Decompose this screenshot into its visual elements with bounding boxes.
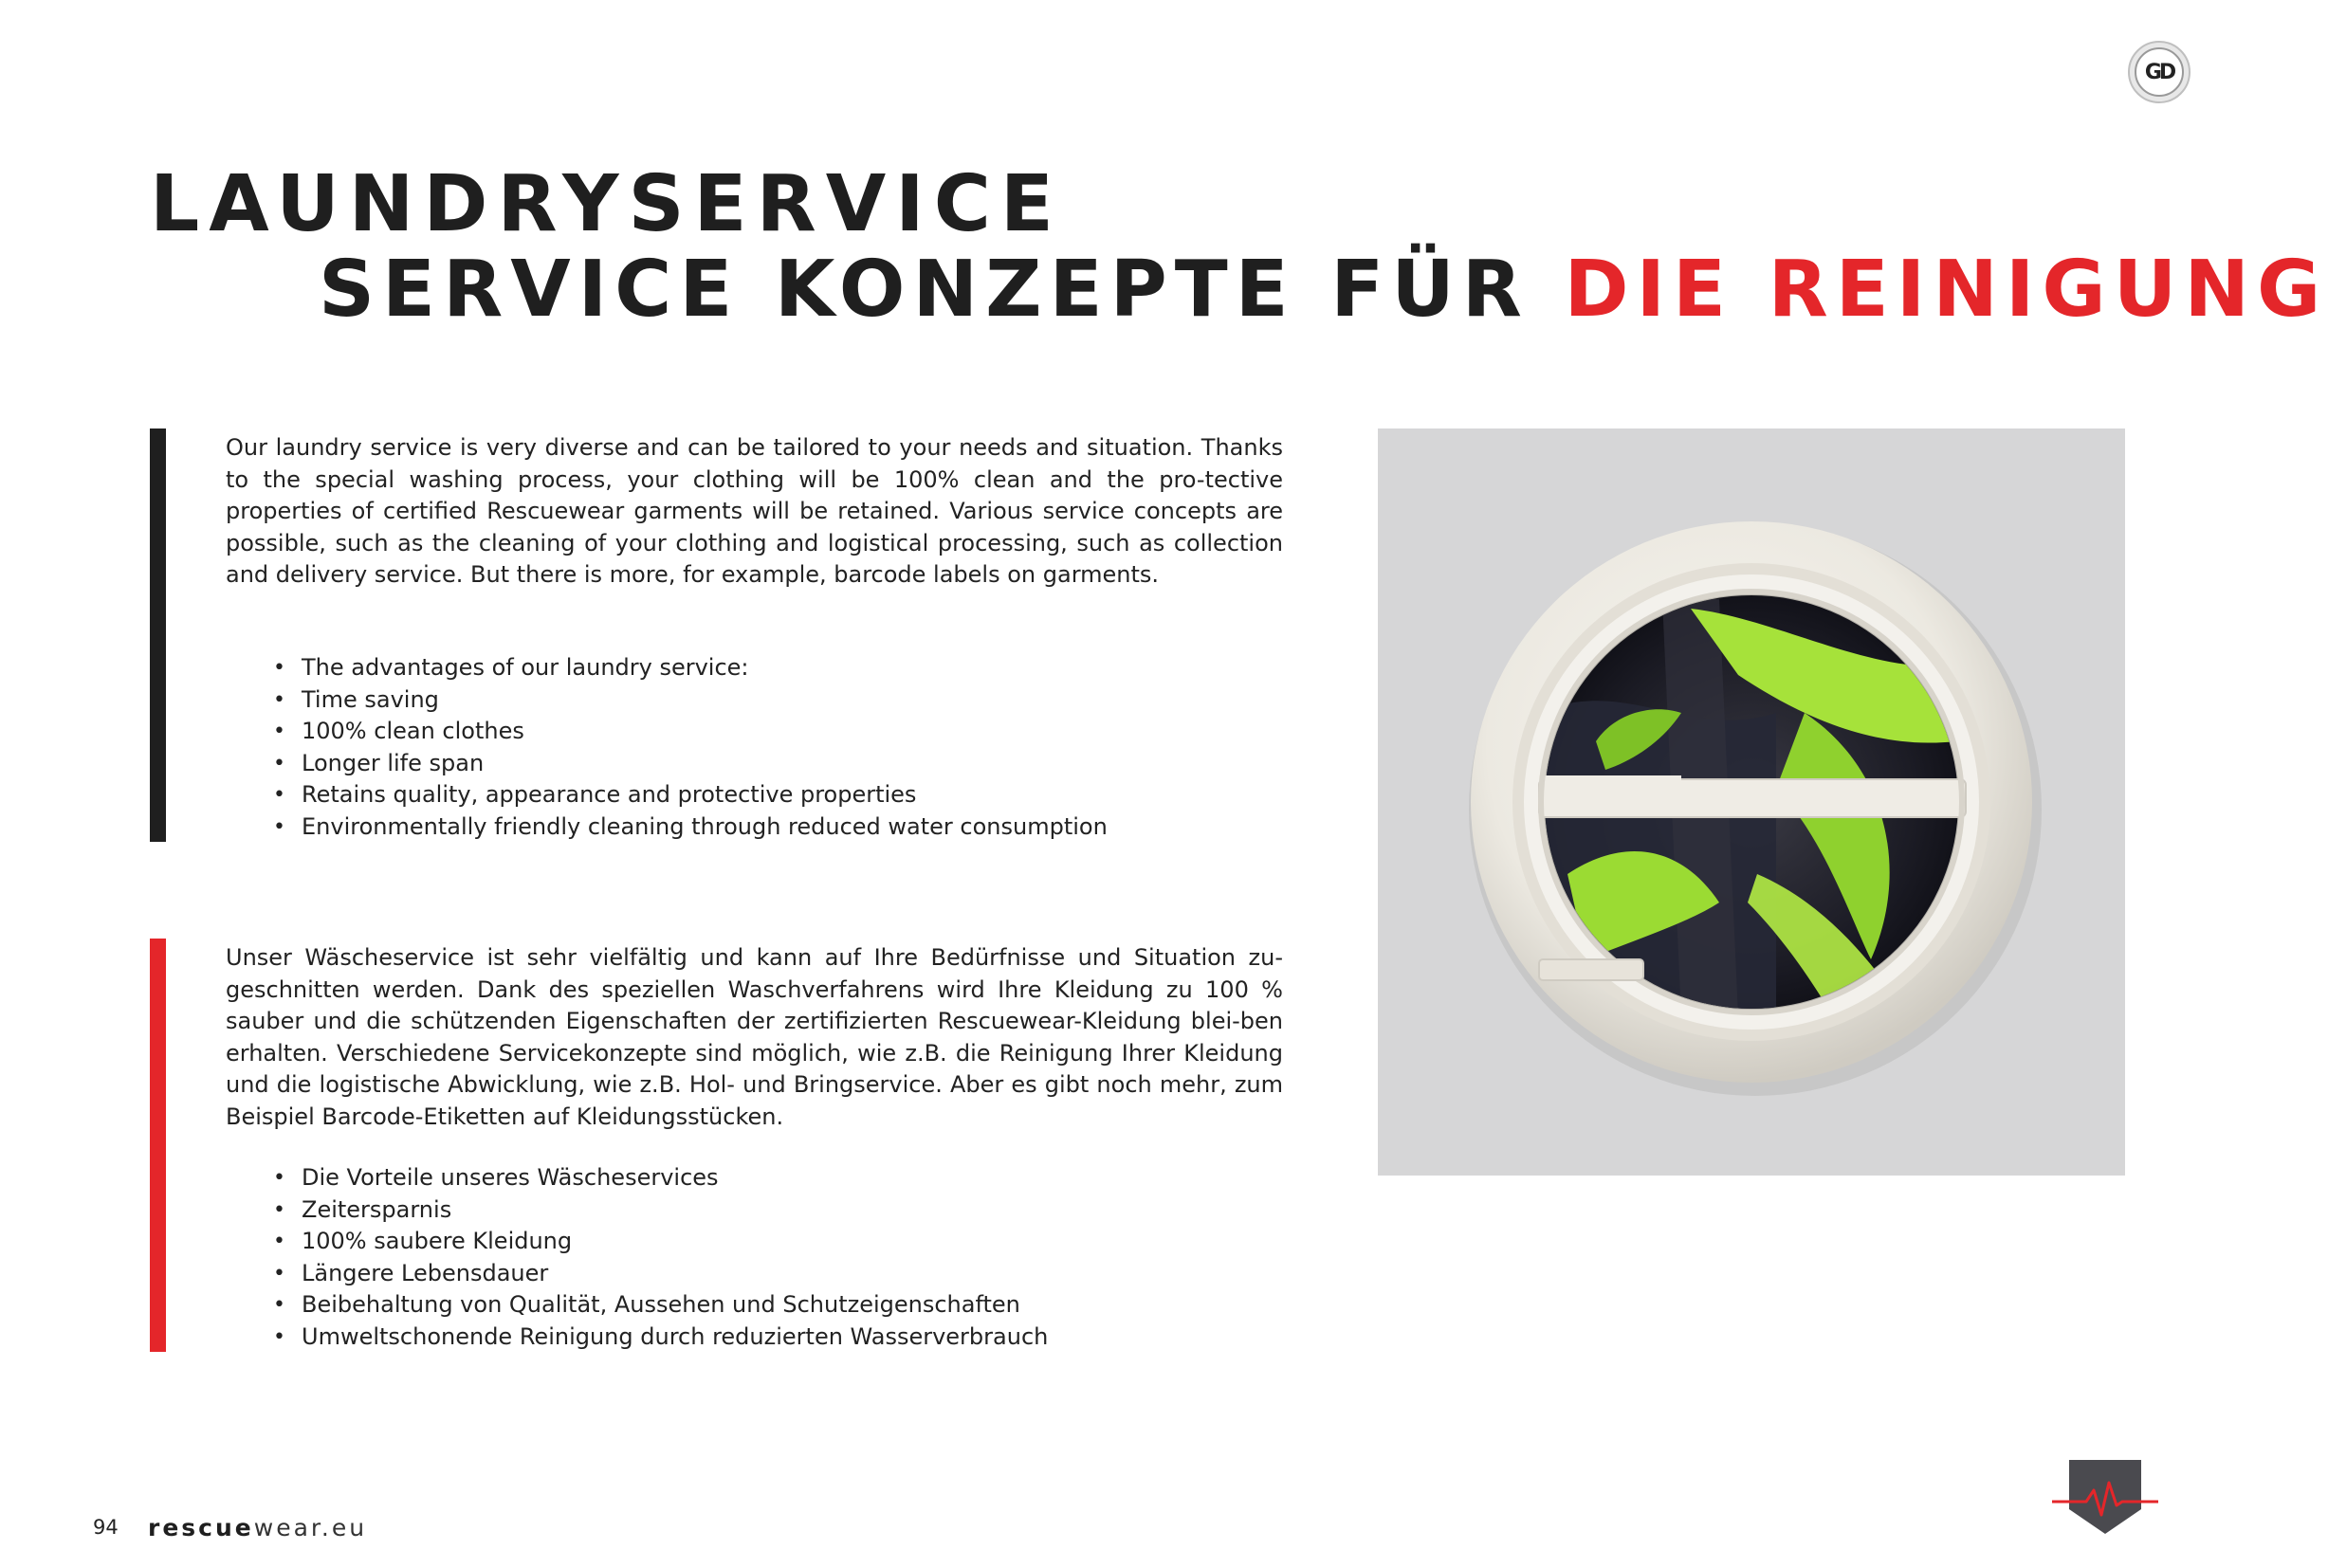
monogram-logo-text: GD	[2135, 47, 2184, 97]
bullet-icon: •	[273, 1230, 285, 1254]
list-item-text: Longer life span	[302, 749, 485, 776]
german-advantages-list	[226, 1162, 1269, 1354]
list-item	[226, 652, 1269, 684]
german-paragraph: Unser Wäscheservice ist sehr vielfältig und kann auf Ihre Bedürfnisse und Situation zu-geschnitten werden. Dank des speziellen Waschverfahrens wird Ihre Kleidung zu 100 % sauber und die schützenden Eigenschaften der zertifizierten Rescuewear-Kleidung blei-ben erhalten. Verschiedene Servicekonzepte sind möglich, wie z.B. die Reinigung Ihrer Kleidung und die logistische Abwicklung, wie z.B. Hol- und Bringservice. Aber es gibt noch mehr, zum Beispiel Barcode-Etiketten auf Kleidungsstücken.	[226, 944, 1283, 1130]
monogram-logo	[2128, 41, 2191, 103]
german-section-bar	[150, 939, 166, 1352]
list-item-text: 100% clean clothes	[302, 718, 524, 745]
bullet-icon: •	[273, 687, 285, 712]
heading-title: LAUNDRYSERVICE	[150, 159, 1063, 249]
bullet-icon: •	[273, 1324, 285, 1349]
list-item	[226, 1194, 1269, 1227]
english-paragraph: Our laundry service is very diverse and can be tailored to your needs and situation. Thanks to the special washing process, your clothing will be 100% clean and the pro-tective properties of certified Rescuewear garments will be retained. Various service concepts are possible, such as the cleaning of your clothing and logistical processing, such as collection and delivery service. But there is more, for example, barcode labels on garments.	[226, 434, 1283, 589]
heading-subtitle	[319, 245, 2328, 336]
list-item-text: Time saving	[302, 685, 439, 713]
bullet-icon: •	[273, 656, 285, 680]
bullet-icon: •	[273, 1197, 285, 1222]
heading-subtitle-accent: DIE REINIGUNG	[1564, 245, 2328, 335]
list-item	[226, 779, 1269, 811]
bullet-icon: •	[273, 1261, 285, 1285]
list-item	[226, 1322, 1269, 1354]
list-item	[226, 1226, 1269, 1258]
list-item-text: Beibehaltung von Qualität, Aussehen und Schutzeigenschaften	[302, 1291, 1020, 1319]
list-item-text: Retains quality, appearance and protective properties	[302, 781, 917, 809]
english-advantages-list	[226, 652, 1269, 844]
bullet-icon: •	[273, 1293, 285, 1318]
list-item	[226, 748, 1269, 780]
brand-wordmark-strong: rescue	[148, 1514, 254, 1541]
shield-heartbeat-logo	[2048, 1456, 2162, 1538]
list-item-text: Die Vorteile unseres Wäscheservices	[302, 1164, 719, 1191]
list-item-text: Zeitersparnis	[302, 1195, 452, 1223]
page-heading	[150, 159, 2328, 339]
list-item	[226, 684, 1269, 717]
list-item-text: 100% saubere Kleidung	[302, 1228, 573, 1255]
english-section-bar	[150, 428, 166, 842]
page-number: 94	[93, 1516, 119, 1539]
washing-machine-photo	[1378, 428, 2125, 1176]
list-item	[226, 716, 1269, 748]
bullet-icon: •	[273, 720, 285, 744]
brand-wordmark-light: wear.eu	[253, 1514, 368, 1541]
list-item	[226, 811, 1269, 844]
bullet-icon: •	[273, 783, 285, 808]
brand-wordmark	[148, 1514, 367, 1541]
bullet-icon: •	[273, 751, 285, 775]
heading-subtitle-main: SERVICE KONZEPTE FÜR	[319, 245, 1565, 335]
list-item	[226, 1289, 1269, 1322]
english-section	[150, 428, 1288, 842]
list-item-text: Environmentally friendly cleaning through reduced water consumption	[302, 812, 1108, 840]
bullet-icon: •	[273, 814, 285, 839]
list-item-text: Längere Lebensdauer	[302, 1259, 549, 1286]
washing-machine-door-illustration	[1378, 428, 2125, 1176]
list-item	[226, 1258, 1269, 1290]
list-item-text: The advantages of our laundry service:	[302, 654, 749, 681]
german-section	[150, 939, 1288, 1352]
bullet-icon: •	[273, 1166, 285, 1190]
list-item	[226, 1162, 1269, 1194]
list-item-text: Umweltschonende Reinigung durch reduzierten Wasserverbrauch	[302, 1322, 1049, 1350]
